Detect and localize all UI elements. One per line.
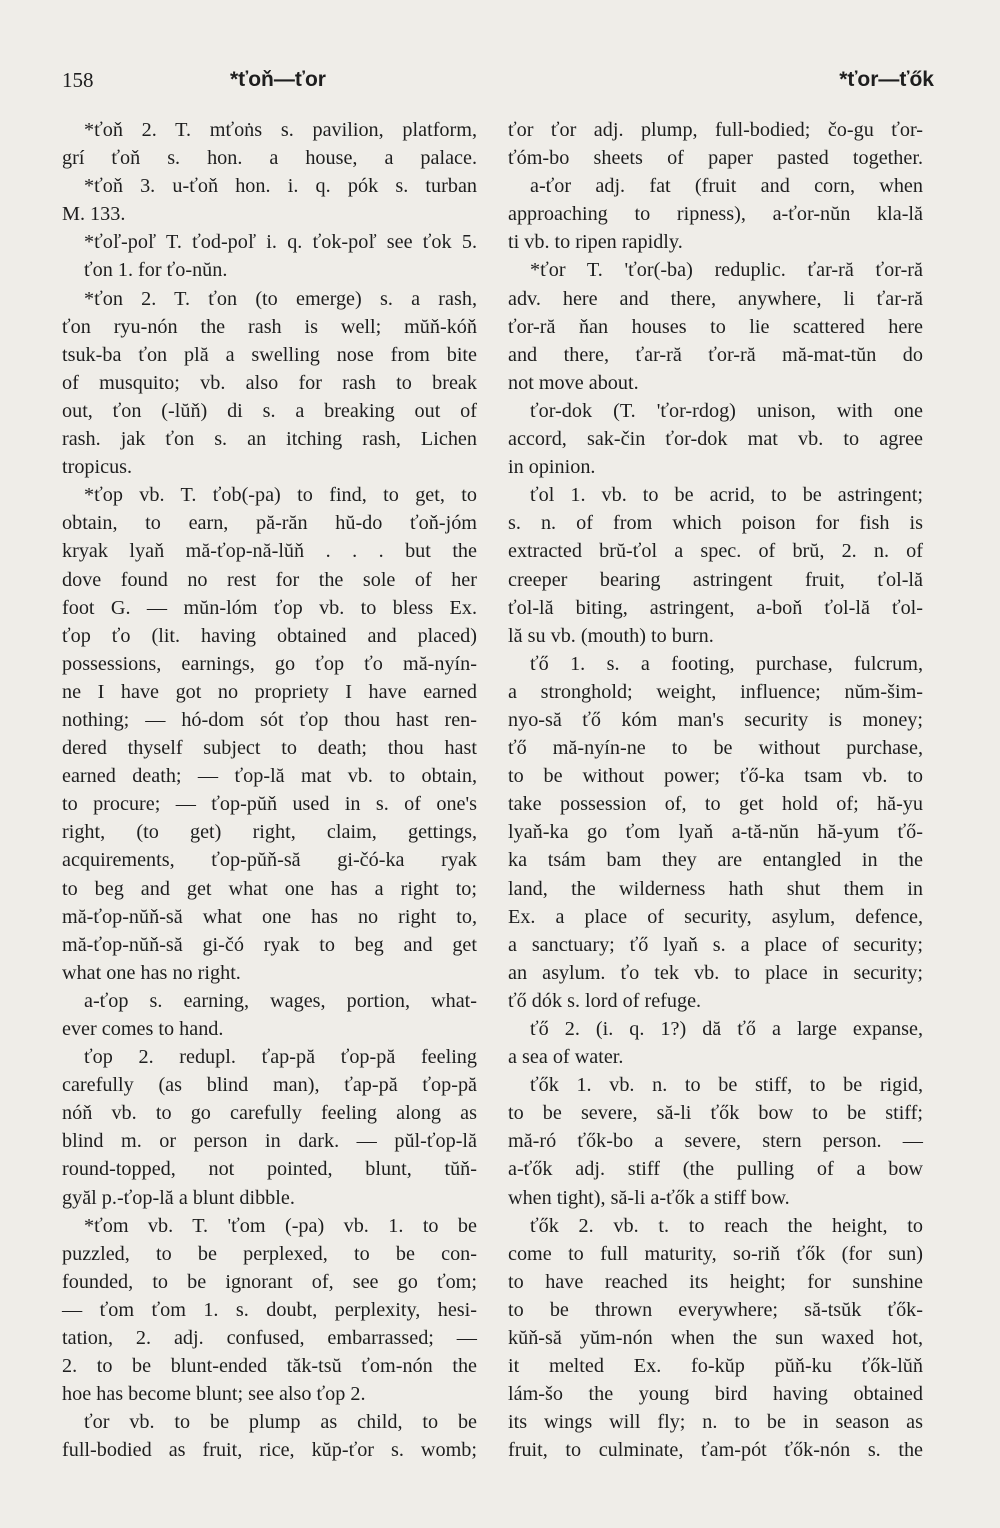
text-line: and there, ťar-ră ťor-ră mă-mat-tŭn do	[508, 343, 923, 366]
text-line: a sea of water.	[508, 1046, 624, 1069]
text-line: a-ťor adj. fat (fruit and corn, when	[530, 175, 923, 198]
text-line: founded, to be ignorant of, see go ťom;	[62, 1270, 477, 1293]
text-line: not move about.	[508, 371, 639, 394]
text-line: ťő dók s. lord of refuge.	[508, 989, 702, 1012]
text-line: ťők 1. vb. n. to be stiff, to be rigid,	[530, 1074, 923, 1097]
text-line: foot G. — mŭn-lóm ťop vb. to bless Ex.	[62, 596, 477, 619]
text-line: a stronghold; weight, influence; nŭm-šim-	[508, 680, 923, 703]
text-line: ťő mă-nyín-ne to be without purchase,	[508, 737, 923, 760]
text-line: ti vb. to ripen rapidly.	[508, 231, 683, 254]
text-line: ne I have got no propriety I have earned	[62, 680, 477, 703]
text-line: kryak lyaň mă-ťop-nă-lŭň . . . but the	[62, 540, 477, 563]
text-line: to be thrown everywhere; să-tsŭk ťők-	[508, 1298, 923, 1321]
text-line: a-ťők adj. stiff (the pulling of a bow	[508, 1158, 923, 1181]
left-column	[62, 116, 477, 1465]
text-line: mă-ťop-nŭň-să what one has no right to,	[62, 905, 477, 928]
text-line: a sanctuary; ťő lyaň s. a place of security;	[508, 933, 923, 956]
text-line: ka tsám bam they are entangled in the	[508, 849, 923, 872]
text-line: carefully (as blind man), ťap-pă ťop-pă	[62, 1074, 477, 1097]
running-header	[62, 64, 938, 100]
text-line: it melted Ex. fo-kŭp pŭň-ku ťők-lŭň	[508, 1355, 923, 1378]
text-line: ťor vb. to be plump as child, to be	[84, 1411, 477, 1434]
text-line: what one has no right.	[62, 961, 241, 984]
text-line: kŭň-să yŭm-nón when the sun waxed hot,	[508, 1327, 923, 1350]
text-line: tropicus.	[62, 456, 133, 479]
text-line: to be without power; ťő-ka tsam vb. to	[508, 765, 923, 788]
text-line: of musquito; vb. also for rash to break	[62, 371, 477, 394]
right-running-head: *ťor—ťők	[839, 68, 934, 91]
text-line: to procure; — ťop-pŭň used in s. of one's	[62, 793, 477, 816]
text-line: *ťom vb. T. 'ťom (-pa) vb. 1. to be	[84, 1214, 477, 1237]
text-line: *ťoň 3. u-ťoň hon. i. q. pók s. turban	[84, 175, 477, 198]
text-line: lám-šo the young bird having obtained	[508, 1383, 923, 1406]
text-line: come to full maturity, so-riň ťők (for sun)	[508, 1242, 923, 1265]
text-line: *ťop vb. T. ťob(-pa) to find, to get, to	[84, 484, 477, 507]
text-line: ťor-ră ňan houses to lie scattered here	[508, 315, 923, 338]
text-line: fruit, to culminate, ťam-pót ťők-nón s. the	[508, 1439, 923, 1462]
text-line: its wings will fly; n. to be in season as	[508, 1411, 923, 1434]
text-line: ever comes to hand.	[62, 1018, 224, 1040]
text-line: ťők 2. vb. t. to reach the height, to	[530, 1214, 923, 1237]
text-line: ťol-lă biting, astringent, a-boň ťol-lă ťol-	[508, 596, 923, 619]
text-line: *ťoľ-poľ T. ťod-poľ i. q. ťok-poľ see ťok 5.	[84, 231, 477, 254]
text-line: s. n. of from which poison for fish is	[508, 512, 923, 535]
text-line: out, ťon (-lŭň) di s. a breaking out of	[62, 399, 477, 422]
text-line: nóň vb. to go carefully feeling along as	[62, 1102, 477, 1125]
text-line: hoe has become blunt; see also ťop 2.	[62, 1383, 366, 1406]
text-line: tsuk-ba ťon plă a swelling nose from bite	[62, 343, 477, 366]
right-column	[508, 116, 923, 1465]
text-line: ťop 2. redupl. ťap-pă ťop-pă feeling	[84, 1046, 477, 1069]
text-line: nothing; — hó-dom sót ťop thou hast ren-	[62, 708, 477, 731]
text-line: approaching to ripness), a-ťor-nŭn kla-lă	[508, 203, 923, 226]
text-line: in opinion.	[508, 456, 596, 479]
text-line: to have reached its height; for sunshine	[508, 1270, 923, 1293]
text-line: ťor-dok (T. 'ťor-rdog) unison, with one	[530, 399, 923, 422]
text-line: tation, 2. adj. confused, embarrassed; —	[62, 1327, 477, 1350]
text-line: dove found no rest for the sole of her	[62, 568, 477, 591]
text-line: obtain, to earn, pă-răn hŭ-do ťoň-jóm	[62, 512, 477, 535]
text-line: lyaň-ka go ťom lyaň a-tă-nŭn hă-yum ťő-	[508, 821, 923, 844]
text-line: nyo-să ťő kóm man's security is money;	[508, 708, 923, 731]
text-line: blind m. or person in dark. — pŭl-ťop-lă	[62, 1130, 477, 1153]
text-line: creeper bearing astringent fruit, ťol-lă	[508, 568, 923, 591]
text-line: extracted brŭ-ťol a spec. of brŭ, 2. n. of	[508, 540, 923, 563]
text-line: rash. jak ťon s. an itching rash, Lichen	[62, 428, 477, 451]
text-line: full-bodied as fruit, rice, kŭp-ťor s. womb;	[62, 1439, 477, 1462]
text-line: *ťor T. 'ťor(-ba) reduplic. ťar-ră ťor-ră	[530, 259, 923, 282]
text-line: ťóm-bo sheets of paper pasted together.	[508, 147, 923, 170]
text-line: grí ťoň s. hon. a house, a palace.	[62, 147, 477, 170]
text-line: dered thyself subject to death; thou hast	[62, 737, 477, 760]
text-line: accord, sak-čin ťor-dok mat vb. to agree	[508, 428, 923, 451]
text-line: possessions, earnings, go ťop ťo mă-nyín-	[62, 652, 477, 675]
text-line: land, the wilderness hath shut them in	[508, 877, 923, 900]
text-line: mă-ťop-nŭň-să gi-čó ryak to beg and get	[62, 933, 477, 956]
text-line: M. 133.	[62, 203, 126, 226]
text-line: an asylum. ťo tek vb. to place in security;	[508, 961, 923, 984]
text-line: *ťoň 2. T. mťoṅs s. pavilion, platform,	[84, 119, 477, 141]
text-line: puzzled, to be perplexed, to be con-	[62, 1242, 477, 1265]
text-line: ťol 1. vb. to be acrid, to be astringent;	[530, 484, 923, 507]
left-running-head: *ťoň—ťor	[230, 68, 326, 91]
text-line: gyăl p.-ťop-lă a blunt dibble.	[62, 1186, 295, 1209]
text-line: Ex. a place of security, asylum, defence,	[508, 905, 923, 928]
text-line: ťon 1. for ťo-nŭn.	[84, 259, 228, 282]
text-line: to be severe, să-li ťők bow to be stiff;	[508, 1102, 923, 1125]
text-line: ťő 2. (i. q. 1?) dă ťő a large expanse,	[530, 1018, 923, 1040]
text-line: adv. here and there, anywhere, li ťar-ră	[508, 287, 923, 310]
text-line: ťon ryu-nón the rash is well; mŭň-kóň	[62, 315, 477, 338]
text-line: mă-ró ťők-bo a severe, stern person. —	[508, 1130, 923, 1153]
text-line: when tight), să-li a-ťők a stiff bow.	[508, 1186, 790, 1209]
page-number: 158	[62, 68, 94, 92]
text-line: — ťom ťom 1. s. doubt, perplexity, hesi-	[62, 1298, 477, 1321]
text-line: ťő 1. s. a footing, purchase, fulcrum,	[530, 652, 923, 675]
text-line: lă su vb. (mouth) to burn.	[508, 624, 714, 647]
text-line: take possession of, to get hold of; hă-yu	[508, 793, 923, 816]
text-line: earned death; — ťop-lă mat vb. to obtain,	[62, 765, 477, 788]
text-line: ťop ťo (lit. having obtained and placed)	[62, 624, 477, 647]
text-line: ťor ťor adj. plump, full-bodied; čo-gu ťor-	[508, 119, 923, 141]
text-line: round-topped, not pointed, blunt, tŭň-	[62, 1158, 477, 1181]
text-line: acquirements, ťop-pŭň-să gi-čó-ka ryak	[62, 849, 477, 872]
text-line: *ťon 2. T. ťon (to emerge) s. a rash,	[84, 287, 477, 310]
text-line: a-ťop s. earning, wages, portion, what-	[84, 989, 477, 1012]
text-line: right, (to get) right, claim, gettings,	[62, 821, 477, 844]
text-line: to beg and get what one has a right to;	[62, 877, 477, 900]
text-line: 2. to be blunt-ended tăk-tsŭ ťom-nón the	[62, 1355, 477, 1378]
